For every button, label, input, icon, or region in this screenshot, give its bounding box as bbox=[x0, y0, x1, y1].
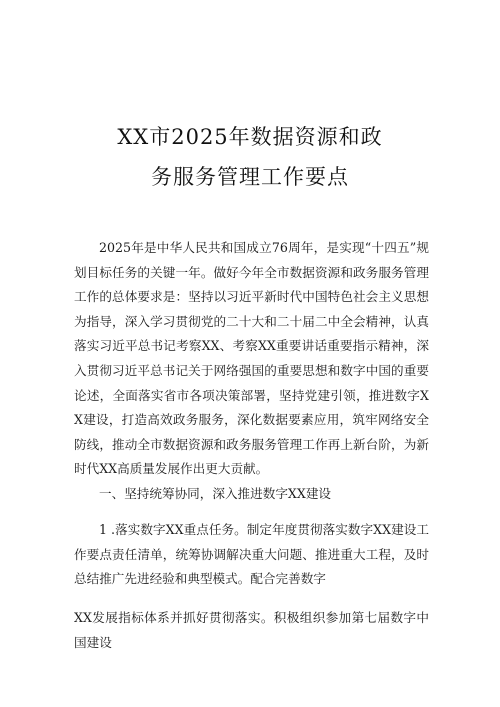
document-title-line-1: XX市2025年数据资源和政 bbox=[117, 125, 383, 149]
document-title-line-2: 务服务管理工作要点 bbox=[151, 165, 349, 189]
item-1-paragraph: 1 .落实数字XX重点任务。制定年度贯彻落实数字XX建设工作要点责任清单，统筹协调解决重大问题、推进重大工程，及时总结推广先进经验和典型模式。配合完善数字 bbox=[74, 522, 429, 587]
intro-paragraph: 2025年是中华人民共和国成立76周年，是实现“十四五”规划目标任务的关键一年。做好今年全市数据资源和政务服务管理工作的总体要求是：坚持以习近平新时代中国特色社会主义思想为指导，深入学习贯彻党的二十大和二十届二中全会精神，认真落实习近平总书记考察XX、考察XX重要讲话重要指示精神，深入贯彻习近平总书记关于网络强国的重要思想和数字中国的重要论述，全面落实省市各项决策部署，坚持党建引领，推进数字XX建设，打造高效政务服务，深化数据要素应用，筑牢网络安全防线，推动全市数据资源和政务服务管理工作再上新台阶，为新时代XX高质量发展作出更大贡献。 bbox=[74, 240, 429, 477]
item-1-continued-paragraph: XX发展指标体系并抓好贯彻落实。积极组织参加第七届数字中国建设 bbox=[74, 610, 429, 650]
section-heading-1: 一、坚持统筹协同，深入推进数字XX建设 bbox=[99, 486, 332, 501]
